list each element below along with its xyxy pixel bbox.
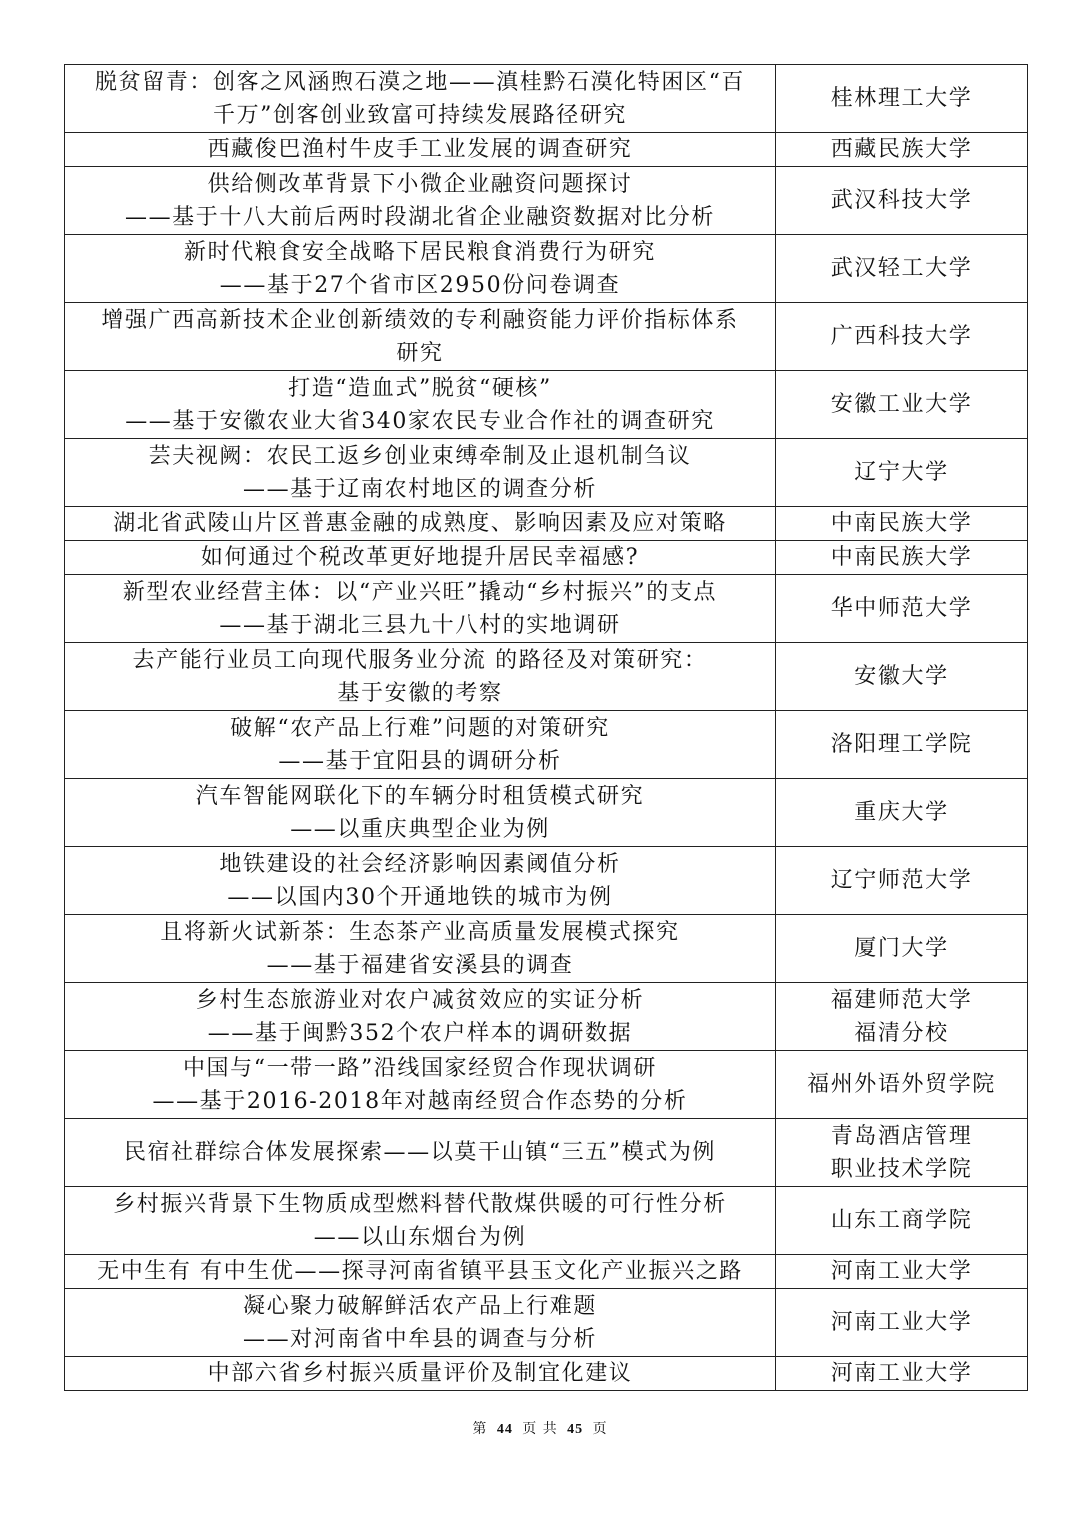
project-title-cell: [65, 575, 776, 643]
project-title-line: 增强广西高新技术企业创新绩效的专利融资能力评价指标体系: [101, 307, 739, 333]
school-name-cell: [776, 779, 1028, 847]
project-title-cell: [65, 847, 776, 915]
project-title-cell: [65, 711, 776, 779]
project-title-cell: [65, 541, 776, 575]
school-name-line: 福州外语外贸学院: [807, 1072, 996, 1097]
project-title-line: 西藏俊巴渔村牛皮手工业发展的调查研究: [207, 137, 633, 162]
table-row: [65, 983, 1028, 1051]
table-row: [65, 1119, 1028, 1187]
school-name-line: 安徽大学: [854, 664, 949, 689]
project-title-line: 乡村振兴背景下生物质成型燃料替代散煤供暖的可行性分析: [113, 1191, 727, 1217]
project-title-line: 基于安徽的考察: [337, 680, 503, 706]
school-name-cell: [776, 541, 1028, 575]
project-title-line: ——基于福建省安溪县的调查: [266, 952, 574, 978]
project-title-line: 破解“农产品上行难”问题的对策研究: [230, 715, 610, 741]
project-table-body: [65, 65, 1028, 1391]
project-title-line: ——基于安徽农业大省340家农民专业合作社的调查研究: [125, 408, 715, 434]
table-row: [65, 1051, 1028, 1119]
school-name-line: 武汉轻工大学: [830, 256, 973, 281]
project-title-line: 且将新火试新茶：生态茶产业高质量发展模式探究: [160, 919, 680, 945]
footer-suffix: 页: [592, 1421, 608, 1437]
project-title-cell: [65, 1289, 776, 1357]
table-row: [65, 133, 1028, 167]
project-title-line: 芸夫视阙：农民工返乡创业束缚牵制及止退机制刍议: [148, 443, 692, 469]
project-title-line: 脱贫留青：创客之风涵煦石漠之地——滇桂黔石漠化特困区“百: [94, 69, 746, 95]
project-title-line: ——基于宜阳县的调研分析: [278, 748, 562, 774]
school-name-cell: [776, 1119, 1028, 1187]
school-name-cell: [776, 643, 1028, 711]
project-title-cell: [65, 439, 776, 507]
table-row: [65, 371, 1028, 439]
project-title-cell: [65, 1255, 776, 1289]
project-title-cell: [65, 779, 776, 847]
school-name-cell: [776, 371, 1028, 439]
table-row: [65, 915, 1028, 983]
project-title-line: 地铁建设的社会经济影响因素阈值分析: [219, 851, 621, 877]
project-title-line: ——对河南省中牟县的调查与分析: [242, 1326, 597, 1352]
project-title-line: 中部六省乡村振兴质量评价及制宜化建议: [207, 1361, 633, 1386]
project-title-cell: [65, 235, 776, 303]
page-footer: [0, 1418, 1080, 1438]
school-name-line: 辽宁大学: [854, 460, 949, 485]
school-name-line: 洛阳理工学院: [830, 732, 973, 757]
footer-middle: 页 共: [522, 1421, 558, 1437]
school-name-line: 中南民族大学: [830, 511, 973, 536]
project-title-cell: [65, 303, 776, 371]
school-name-line: 中南民族大学: [830, 545, 973, 570]
project-title-line: ——基于辽南农村地区的调查分析: [242, 476, 597, 502]
school-name-cell: [776, 1255, 1028, 1289]
project-title-line: 新型农业经营主体：以“产业兴旺”撬动“乡村振兴”的支点: [122, 579, 718, 605]
project-title-line: 研究: [396, 340, 444, 366]
project-title-line: ——基于湖北三县九十八村的实地调研: [219, 612, 621, 638]
project-title-line: 凝心聚力破解鲜活农产品上行难题: [242, 1293, 597, 1319]
school-name-cell: [776, 507, 1028, 541]
project-table: [64, 64, 1028, 1391]
project-title-cell: [65, 1119, 776, 1187]
school-name-line: 福清分校: [854, 1020, 949, 1046]
project-title-line: ——以山东烟台为例: [313, 1224, 527, 1250]
school-name-line: 河南工业大学: [830, 1361, 973, 1386]
school-name-line: 广西科技大学: [830, 324, 973, 349]
school-name-cell: [776, 1051, 1028, 1119]
project-title-line: ——基于闽黔352个农户样本的调研数据: [207, 1020, 633, 1046]
table-row: [65, 1187, 1028, 1255]
project-title-line: 打造“造血式”脱贫“硬核”: [288, 375, 552, 401]
school-name-cell: [776, 303, 1028, 371]
school-name-line: 重庆大学: [854, 800, 949, 825]
school-name-line: 武汉科技大学: [830, 188, 973, 213]
school-name-line: 辽宁师范大学: [830, 868, 973, 893]
school-name-cell: [776, 983, 1028, 1051]
table-row: [65, 575, 1028, 643]
school-name-cell: [776, 65, 1028, 133]
project-title-cell: [65, 65, 776, 133]
project-title-line: 民宿社群综合体发展探索——以莫干山镇“三五”模式为例: [123, 1140, 717, 1165]
table-row: [65, 1289, 1028, 1357]
footer-prefix: 第: [472, 1421, 488, 1437]
school-name-line: 华中师范大学: [830, 596, 973, 621]
school-name-line: 福建师范大学: [830, 987, 973, 1013]
school-name-cell: [776, 133, 1028, 167]
project-title-line: 如何通过个税改革更好地提升居民幸福感?: [200, 545, 640, 570]
table-row: [65, 1357, 1028, 1391]
footer-total-pages: 45: [567, 1422, 584, 1437]
school-name-cell: [776, 575, 1028, 643]
project-title-line: 中国与“一带一路”沿线国家经贸合作现状调研: [182, 1055, 658, 1081]
table-row: [65, 643, 1028, 711]
table-row: [65, 439, 1028, 507]
table-row: [65, 65, 1028, 133]
school-name-line: 厦门大学: [854, 936, 949, 961]
project-title-cell: [65, 133, 776, 167]
table-row: [65, 541, 1028, 575]
project-title-line: 去产能行业员工向现代服务业分流 的路径及对策研究：: [132, 647, 708, 673]
table-row: [65, 779, 1028, 847]
project-title-line: 乡村生态旅游业对农户减贫效应的实证分析: [195, 987, 645, 1013]
project-title-line: 新时代粮食安全战略下居民粮食消费行为研究: [183, 239, 656, 265]
table-row: [65, 303, 1028, 371]
school-name-cell: [776, 235, 1028, 303]
project-title-line: 供给侧改革背景下小微企业融资问题探讨: [207, 171, 633, 197]
project-title-cell: [65, 1187, 776, 1255]
table-row: [65, 167, 1028, 235]
project-title-line: ——基于27个省市区2950份问卷调查: [219, 272, 621, 298]
school-name-cell: [776, 915, 1028, 983]
project-title-cell: [65, 167, 776, 235]
project-title-line: ——基于2016-2018年对越南经贸合作态势的分析: [152, 1088, 688, 1114]
school-name-cell: [776, 1187, 1028, 1255]
school-name-cell: [776, 167, 1028, 235]
project-title-line: 湖北省武陵山片区普惠金融的成熟度、影响因素及应对策略: [113, 511, 727, 536]
school-name-line: 河南工业大学: [830, 1259, 973, 1284]
project-title-line: 无中生有 有中生优——探寻河南省镇平县玉文化产业振兴之路: [97, 1259, 743, 1284]
school-name-line: 河南工业大学: [830, 1310, 973, 1335]
table-row: [65, 235, 1028, 303]
footer-page-number: 44: [496, 1422, 513, 1437]
project-title-cell: [65, 1051, 776, 1119]
school-name-cell: [776, 1357, 1028, 1391]
school-name-line: 桂林理工大学: [830, 86, 973, 111]
project-title-cell: [65, 371, 776, 439]
school-name-cell: [776, 711, 1028, 779]
project-title-cell: [65, 983, 776, 1051]
table-row: [65, 507, 1028, 541]
project-title-line: ——基于十八大前后两时段湖北省企业融资数据对比分析: [124, 204, 715, 230]
school-name-line: 安徽工业大学: [830, 392, 973, 417]
project-title-cell: [65, 507, 776, 541]
school-name-cell: [776, 847, 1028, 915]
school-name-line: 山东工商学院: [830, 1208, 973, 1233]
school-name-line: 青岛酒店管理: [830, 1123, 973, 1149]
school-name-cell: [776, 439, 1028, 507]
project-title-line: ——以重庆典型企业为例: [290, 816, 550, 842]
project-title-cell: [65, 915, 776, 983]
project-title-line: ——以国内30个开通地铁的城市为例: [227, 884, 613, 910]
project-title-cell: [65, 643, 776, 711]
school-name-cell: [776, 1289, 1028, 1357]
table-row: [65, 847, 1028, 915]
project-title-line: 汽车智能网联化下的车辆分时租赁模式研究: [195, 783, 645, 809]
school-name-line: 职业技术学院: [830, 1156, 973, 1182]
school-name-line: 西藏民族大学: [830, 137, 973, 162]
project-title-cell: [65, 1357, 776, 1391]
table-row: [65, 1255, 1028, 1289]
table-row: [65, 711, 1028, 779]
project-title-line: 千万”创客创业致富可持续发展路径研究: [212, 102, 628, 128]
